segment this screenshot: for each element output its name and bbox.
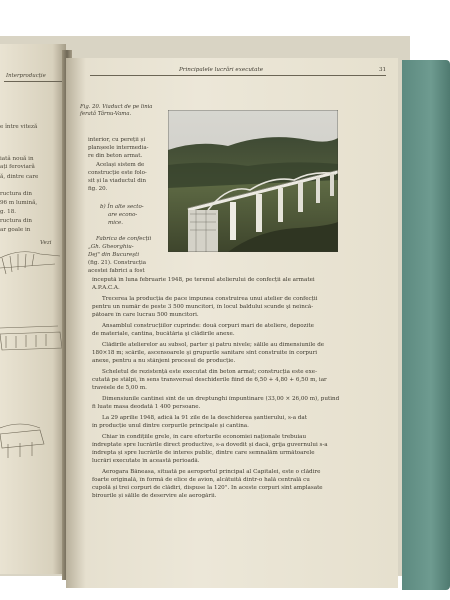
body-text-line: pentru un număr de peste 3 500 muncitori, în locul baldului scunde şi neîncă- [92,304,314,310]
factory-heading: „Gh. Gheorghiu- [88,244,134,250]
left-text-line: ați feroviară [0,164,35,170]
left-page [0,44,66,574]
body-text-line: Scheletul de rezistență este executat din beton armat; construcția este exe- [102,369,317,375]
factory-heading: Fabrica de confecții [96,236,152,242]
factory-text: acestei fabrici a fost [88,268,145,274]
factory-heading: Dej" din Bucureşti [88,252,140,258]
left-text-line: ructura din [0,218,33,224]
left-text-line: ar goale in [0,227,31,233]
drawing-arch-1-hatch [2,254,34,274]
right-page [66,58,398,588]
running-head: Principalele lucrări executate [179,67,264,73]
section-b-heading: mice. [108,220,124,226]
left-text-line: ructura din [0,191,33,197]
body-text-line: Trecerea la producția de pace impunea construirea unui atelier de confecții [102,296,318,302]
body-text-line: începută în luna februarie 1948, pe terenul atelierului de confecții ale armatei [92,277,315,283]
body-text-line: de materiale, cantina, bucătăria şi clădirile anexe. [92,331,235,337]
viaduct-pier [298,182,303,212]
side-text-line: re din beton armat. [88,153,143,159]
drawing-bridge-3 [0,430,44,448]
body-text-line: anexe, pentru a nu stânjeni procesul de producție. [92,358,236,364]
left-text-line: g. 18. [0,209,17,215]
body-text-line: în producție unul dintre corpurile principale și cantina. [92,423,249,429]
body-text-line: birourile și sălile de deservire ale aerogării. [92,493,217,499]
left-text-line: 96 m lumină, [0,200,38,206]
left-technical-drawings [0,244,66,504]
left-text-line: e între viteză [0,124,38,130]
viaduct-photo [168,110,338,252]
body-text-line: foarte originală, în formă de elice de avion, alcătuită dintr-o hală centrală cu [92,477,310,483]
left-text-line: ă, dintre care [0,174,39,180]
drawing-deck-1 [0,264,55,268]
body-text-line: travéele de 5,00 m. [92,385,147,391]
left-text-line: iatâ nouă in [0,156,34,162]
header-rule [90,75,386,76]
section-b-heading: b) În alte secto- [100,204,144,210]
drawing-frame-2 [0,332,62,350]
section-b-heading: are econo- [108,212,138,218]
left-figure-label: Vezi [40,240,52,246]
body-text-line: A.P.A.C.A. [92,285,120,291]
body-text-line: Clădirile atelierelor au subsol, parter şi patru nivele; sălile au dimensiunile de [102,342,325,348]
side-text-line: fig. 20. [88,186,108,192]
side-text-line: Același sistem de [96,162,145,168]
body-text-line: îndreptate spre lucrările direct productive, s-a dovedit și dacă, grija guvernului s-a [92,442,328,448]
figure-caption: Fig. 20. Viaduct de pe linia ferată Târnu-Vama. [80,104,153,117]
viaduct-pier [256,194,262,232]
page-number: 31 [379,67,387,73]
drawing-frame-2-inner [6,334,46,348]
drawing-bridge-3-top [0,424,40,428]
body-text-line: fi luate masa deodată 1 400 persoane. [92,404,201,410]
viaduct-pier [316,177,320,203]
body-text-line: Chiar în condițiile grele, în care eforturile economiei naționale trebuiau [102,434,307,440]
body-text-line: 180×18 m; scările, ascensoarele şi grupurile sanitare sînt construite în corpuri [92,350,318,356]
book-cover-edge [402,60,450,590]
factory-text: (fig. 21). Construcția [88,260,147,266]
body-text-line: pătoare în care lucrau 500 muncitori. [92,312,199,318]
side-text-line: sit și la viaductul din [88,178,147,184]
body-text-line: Ansamblul construcțiilor cuprinde: două corpuri mari de ateliere, depozite [102,323,314,329]
side-text-line: planșeele intermedia- [88,145,149,151]
side-text-line: construcție este folo- [88,170,147,176]
viaduct-pier [230,202,236,240]
left-header-rule [4,81,66,82]
body-text-line: Aerogara Băneasa, situată pe aeroportul principal al Capitalei, este o clădire [102,469,321,475]
body-text-line: cutată pe stâlpi, în sens transversal deschiderile fiind de 6,50 + 4,80 + 6,50 m, iar [92,377,327,383]
viaduct-abutment [188,210,218,252]
side-text-line: interior, cu pereții și [88,137,146,143]
viaduct-pier [330,174,334,196]
viaduct-pier [278,188,283,222]
body-text-line: Dimensiunile cantinei sînt de un dreptunghi împuntinare (33,00 × 26,00 m), putînd [102,396,340,402]
drawing-arch-1 [0,252,60,258]
body-text-line: îndrepta și spre lucrările de interes public, dintre care semnalăm următoarele [92,450,315,456]
body-text-line: La 29 aprilie 1948, adică la 91 zile de la deschiderea șantierului, s-a dat [102,415,307,421]
left-running-head: Interproducție [6,73,46,79]
drawing-frame-2-top [0,326,58,328]
drawing-bridge-3-piers [8,442,32,458]
body-text-line: lucrări executate în această perioadă. [92,458,200,464]
body-text-line: cupolă și trei corpuri de clădiri, dispuse la 120°. În aceste corpuri sînt amplasate [92,485,323,491]
